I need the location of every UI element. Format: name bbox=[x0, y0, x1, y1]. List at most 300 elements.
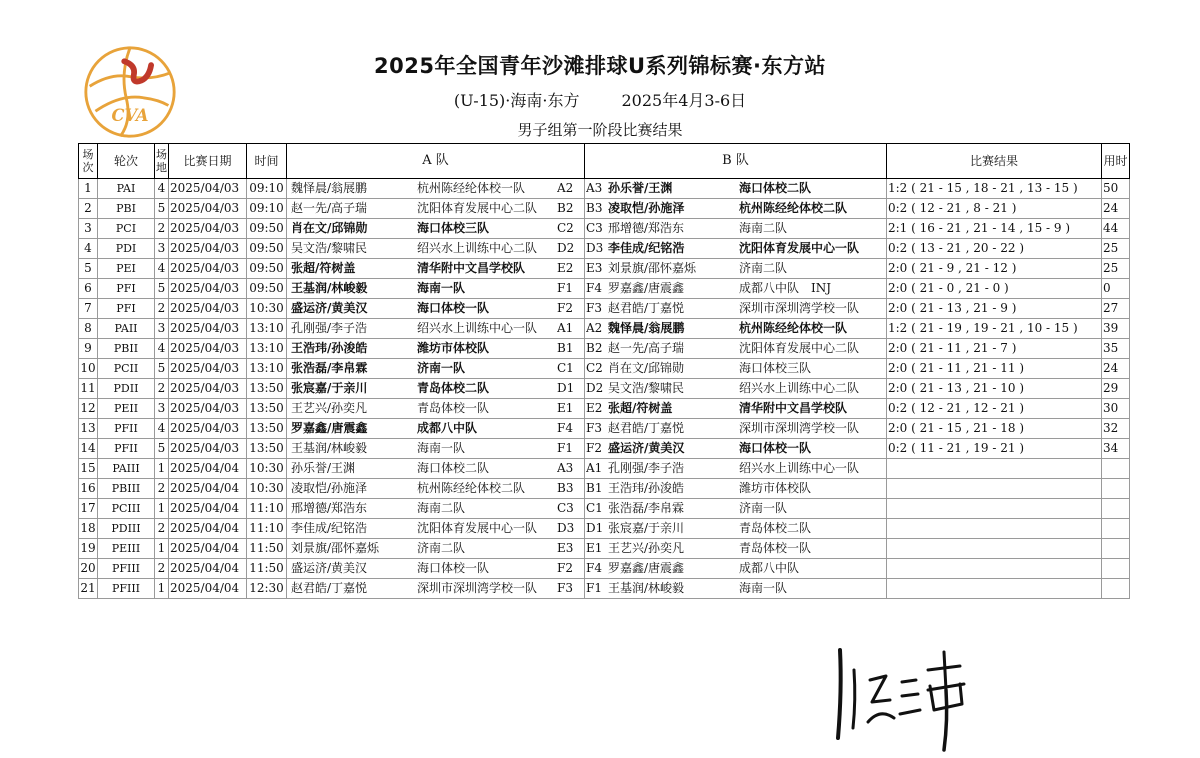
team-b-cell bbox=[585, 239, 887, 259]
team-b-name: 深圳市深圳湾学校一队 bbox=[739, 421, 860, 435]
match-score: 0:2 ( 11 - 21 , 19 - 21 ) bbox=[887, 439, 1102, 459]
match-date: 2025/04/04 bbox=[169, 479, 247, 499]
table-row bbox=[79, 199, 1130, 219]
match-duration: 44 bbox=[1102, 219, 1130, 239]
table-row bbox=[79, 279, 1130, 299]
match-time: 13:10 bbox=[247, 319, 287, 339]
team-a-players: 邢增德/郑浩东 bbox=[291, 501, 368, 515]
match-date: 2025/04/03 bbox=[169, 279, 247, 299]
team-a-name: 海口体校一队 bbox=[417, 561, 490, 575]
round-code: PFIII bbox=[98, 579, 155, 599]
team-b-seed: F4 bbox=[586, 281, 602, 295]
team-b-name: 海口体校一队 bbox=[739, 441, 812, 455]
match-score: 2:0 ( 21 - 15 , 21 - 18 ) bbox=[887, 419, 1102, 439]
team-b-cell bbox=[585, 419, 887, 439]
team-a-cell bbox=[287, 539, 585, 559]
match-number: 15 bbox=[79, 459, 98, 479]
match-date: 2025/04/03 bbox=[169, 419, 247, 439]
table-row bbox=[79, 579, 1130, 599]
table-row bbox=[79, 419, 1130, 439]
match-number: 10 bbox=[79, 359, 98, 379]
team-a-seed: E2 bbox=[557, 261, 574, 275]
match-score: 2:0 ( 21 - 0 , 21 - 0 ) bbox=[887, 279, 1102, 299]
col-header-round: 轮次 bbox=[98, 144, 155, 179]
match-number: 16 bbox=[79, 479, 98, 499]
match-date: 2025/04/03 bbox=[169, 299, 247, 319]
court-number: 5 bbox=[155, 279, 169, 299]
match-time: 09:50 bbox=[247, 259, 287, 279]
match-number: 3 bbox=[79, 219, 98, 239]
table-row bbox=[79, 319, 1130, 339]
match-time: 13:50 bbox=[247, 419, 287, 439]
team-a-seed: E3 bbox=[557, 541, 574, 555]
match-time: 11:10 bbox=[247, 499, 287, 519]
court-number: 2 bbox=[155, 519, 169, 539]
team-b-cell bbox=[585, 479, 887, 499]
versus-dash bbox=[581, 539, 583, 558]
match-duration bbox=[1102, 579, 1130, 599]
versus-dash bbox=[581, 319, 583, 338]
versus-dash bbox=[581, 419, 583, 438]
match-number: 9 bbox=[79, 339, 98, 359]
round-code: PCI bbox=[98, 219, 155, 239]
team-a-cell bbox=[287, 259, 585, 279]
team-a-name: 青岛体校一队 bbox=[417, 401, 490, 415]
team-b-seed: C2 bbox=[586, 361, 603, 375]
round-code: PDI bbox=[98, 239, 155, 259]
table-row bbox=[79, 539, 1130, 559]
col-header-team-b: B 队 bbox=[585, 144, 887, 179]
team-b-seed: F3 bbox=[586, 421, 602, 435]
table-row bbox=[79, 499, 1130, 519]
match-date: 2025/04/04 bbox=[169, 579, 247, 599]
round-code: PBII bbox=[98, 339, 155, 359]
match-date: 2025/04/04 bbox=[169, 539, 247, 559]
team-b-cell bbox=[585, 439, 887, 459]
match-score: 2:1 ( 16 - 21 , 21 - 14 , 15 - 9 ) bbox=[887, 219, 1102, 239]
team-a-cell bbox=[287, 339, 585, 359]
section-heading: 男子组第一阶段比赛结果 bbox=[517, 121, 683, 139]
team-a-cell bbox=[287, 279, 585, 299]
court-number: 2 bbox=[155, 219, 169, 239]
team-a-seed: C2 bbox=[557, 221, 574, 235]
team-b-name: 杭州陈经纶体校一队 bbox=[739, 321, 848, 335]
col-header-no: 场次 bbox=[79, 144, 98, 179]
match-time: 13:10 bbox=[247, 339, 287, 359]
match-number: 17 bbox=[79, 499, 98, 519]
table-row bbox=[79, 459, 1130, 479]
team-a-seed: B1 bbox=[557, 341, 574, 355]
match-date: 2025/04/03 bbox=[169, 239, 247, 259]
table-row bbox=[79, 259, 1130, 279]
round-code: PCII bbox=[98, 359, 155, 379]
team-b-players: 王艺兴/孙奕凡 bbox=[608, 541, 685, 555]
round-code: PAIII bbox=[98, 459, 155, 479]
match-time: 11:50 bbox=[247, 539, 287, 559]
court-number: 3 bbox=[155, 239, 169, 259]
court-number: 2 bbox=[155, 299, 169, 319]
results-table bbox=[78, 143, 1130, 599]
match-duration: 30 bbox=[1102, 399, 1130, 419]
round-code: PFIII bbox=[98, 559, 155, 579]
match-score: 0:2 ( 13 - 21 , 20 - 22 ) bbox=[887, 239, 1102, 259]
team-a-name: 海口体校一队 bbox=[417, 301, 490, 315]
team-a-seed: C3 bbox=[557, 501, 574, 515]
versus-dash bbox=[581, 239, 583, 258]
team-a-seed: C1 bbox=[557, 361, 574, 375]
team-b-cell bbox=[585, 359, 887, 379]
team-a-seed: F1 bbox=[557, 281, 573, 295]
court-number: 4 bbox=[155, 339, 169, 359]
match-score bbox=[887, 539, 1102, 559]
team-a-seed: F4 bbox=[557, 421, 573, 435]
team-b-cell bbox=[585, 279, 887, 299]
round-code: PEII bbox=[98, 399, 155, 419]
versus-dash bbox=[581, 499, 583, 518]
match-date: 2025/04/03 bbox=[169, 179, 247, 199]
match-time: 10:30 bbox=[247, 479, 287, 499]
team-b-players: 邢增德/郑浩东 bbox=[608, 221, 685, 235]
match-duration: 50 bbox=[1102, 179, 1130, 199]
team-b-players: 孔刚强/李子浩 bbox=[608, 461, 685, 475]
team-a-cell bbox=[287, 379, 585, 399]
team-a-name: 清华附中文昌学校队 bbox=[417, 261, 526, 275]
versus-dash bbox=[581, 199, 583, 218]
team-b-name: 沈阳体育发展中心一队 bbox=[739, 241, 860, 255]
handwritten-signature bbox=[810, 630, 990, 755]
match-time: 12:30 bbox=[247, 579, 287, 599]
team-b-players: 赵君皓/丁嘉悦 bbox=[608, 301, 685, 315]
match-date: 2025/04/04 bbox=[169, 459, 247, 479]
court-number: 1 bbox=[155, 499, 169, 519]
match-time: 13:10 bbox=[247, 359, 287, 379]
table-row bbox=[79, 559, 1130, 579]
team-a-cell bbox=[287, 479, 585, 499]
team-b-players: 李佳成/纪铭浩 bbox=[608, 241, 685, 255]
team-b-name: 济南二队 bbox=[739, 261, 788, 275]
court-number: 5 bbox=[155, 439, 169, 459]
match-score: 1:2 ( 21 - 19 , 19 - 21 , 10 - 15 ) bbox=[887, 319, 1102, 339]
col-header-team-a: A 队 bbox=[287, 144, 585, 179]
team-a-players: 赵君皓/丁嘉悦 bbox=[291, 581, 368, 595]
court-number: 1 bbox=[155, 579, 169, 599]
team-a-seed: F2 bbox=[557, 301, 573, 315]
match-number: 20 bbox=[79, 559, 98, 579]
team-b-seed: B3 bbox=[586, 201, 603, 215]
team-b-cell bbox=[585, 379, 887, 399]
match-score: 2:0 ( 21 - 9 , 21 - 12 ) bbox=[887, 259, 1102, 279]
team-b-name: 海南一队 bbox=[739, 581, 788, 595]
match-date: 2025/04/03 bbox=[169, 359, 247, 379]
match-score bbox=[887, 479, 1102, 499]
match-score: 2:0 ( 21 - 13 , 21 - 9 ) bbox=[887, 299, 1102, 319]
match-date: 2025/04/03 bbox=[169, 339, 247, 359]
team-b-cell bbox=[585, 259, 887, 279]
team-b-players: 王基润/林峻毅 bbox=[608, 581, 685, 595]
team-a-players: 李佳成/纪铭浩 bbox=[291, 521, 368, 535]
court-number: 5 bbox=[155, 359, 169, 379]
team-b-name: 成都八中队 bbox=[739, 561, 800, 575]
versus-dash bbox=[581, 259, 583, 278]
table-row bbox=[79, 299, 1130, 319]
match-duration: 34 bbox=[1102, 439, 1130, 459]
team-b-seed: E1 bbox=[586, 541, 603, 555]
team-b-players: 赵一先/高子瑞 bbox=[608, 341, 685, 355]
col-header-date: 比赛日期 bbox=[169, 144, 247, 179]
team-a-seed: F3 bbox=[557, 581, 573, 595]
match-number: 12 bbox=[79, 399, 98, 419]
team-a-name: 绍兴水上训练中心一队 bbox=[417, 321, 538, 335]
round-code: PDIII bbox=[98, 519, 155, 539]
match-date: 2025/04/03 bbox=[169, 259, 247, 279]
team-a-name: 杭州陈经纶体校一队 bbox=[417, 181, 526, 195]
team-a-players: 张宸嘉/于亲川 bbox=[291, 381, 368, 395]
team-b-players: 凌取恺/孙施泽 bbox=[608, 201, 685, 215]
team-a-players: 罗嘉鑫/唐震鑫 bbox=[291, 421, 368, 435]
team-b-name: 深圳市深圳湾学校一队 bbox=[739, 301, 860, 315]
team-b-players: 魏怿晨/翁展鹏 bbox=[608, 321, 685, 335]
team-a-name: 杭州陈经纶体校二队 bbox=[417, 481, 526, 495]
logo-text: CVA bbox=[111, 105, 149, 125]
match-score: 0:2 ( 12 - 21 , 12 - 21 ) bbox=[887, 399, 1102, 419]
col-header-court: 场地 bbox=[155, 144, 169, 179]
team-b-name: 杭州陈经纶体校二队 bbox=[739, 201, 848, 215]
team-a-seed: A3 bbox=[557, 461, 574, 475]
round-code: PFII bbox=[98, 419, 155, 439]
match-score: 1:2 ( 21 - 15 , 18 - 21 , 13 - 15 ) bbox=[887, 179, 1102, 199]
versus-dash bbox=[581, 299, 583, 318]
versus-dash bbox=[581, 219, 583, 238]
team-b-cell bbox=[585, 499, 887, 519]
subtitle-dates: 2025年4月3-6日 bbox=[621, 91, 747, 110]
match-time: 10:30 bbox=[247, 459, 287, 479]
court-number: 5 bbox=[155, 199, 169, 219]
team-a-name: 成都八中队 bbox=[417, 421, 478, 435]
match-time: 13:50 bbox=[247, 439, 287, 459]
team-b-name: 海南二队 bbox=[739, 221, 788, 235]
table-row bbox=[79, 399, 1130, 419]
team-b-players: 罗嘉鑫/唐震鑫 bbox=[608, 281, 685, 295]
team-a-seed: D3 bbox=[557, 521, 575, 535]
versus-dash bbox=[581, 339, 583, 358]
team-a-players: 刘景旗/邵怀嘉烁 bbox=[291, 541, 380, 555]
versus-dash bbox=[581, 579, 583, 598]
team-a-cell bbox=[287, 299, 585, 319]
team-a-name: 青岛体校二队 bbox=[417, 381, 490, 395]
match-time: 09:10 bbox=[247, 179, 287, 199]
table-row bbox=[79, 519, 1130, 539]
match-time: 10:30 bbox=[247, 299, 287, 319]
team-a-players: 赵一先/高子瑞 bbox=[291, 201, 368, 215]
round-code: PBI bbox=[98, 199, 155, 219]
team-b-seed: E2 bbox=[586, 401, 603, 415]
team-b-seed: A3 bbox=[586, 181, 603, 195]
match-duration: 0 bbox=[1102, 279, 1130, 299]
match-date: 2025/04/03 bbox=[169, 379, 247, 399]
team-b-players: 张超/符树盖 bbox=[608, 401, 673, 415]
page-title: 2025年全国青年沙滩排球U系列锦标赛·东方站 bbox=[374, 54, 826, 78]
team-a-name: 海口体校二队 bbox=[417, 461, 490, 475]
team-a-players: 孙乐誉/王渊 bbox=[291, 461, 356, 475]
match-score bbox=[887, 499, 1102, 519]
match-duration: 32 bbox=[1102, 419, 1130, 439]
team-b-seed: B2 bbox=[586, 341, 603, 355]
team-b-seed: C1 bbox=[586, 501, 603, 515]
team-b-cell bbox=[585, 299, 887, 319]
match-number: 5 bbox=[79, 259, 98, 279]
team-b-seed: A2 bbox=[586, 321, 603, 335]
match-duration: 27 bbox=[1102, 299, 1130, 319]
col-header-duration: 用时 bbox=[1102, 144, 1130, 179]
round-code: PAI bbox=[98, 179, 155, 199]
match-score: 2:0 ( 21 - 13 , 21 - 10 ) bbox=[887, 379, 1102, 399]
match-duration: 39 bbox=[1102, 319, 1130, 339]
match-score: 2:0 ( 21 - 11 , 21 - 11 ) bbox=[887, 359, 1102, 379]
table-row bbox=[79, 239, 1130, 259]
team-b-seed: B1 bbox=[586, 481, 603, 495]
versus-dash bbox=[581, 179, 583, 198]
match-date: 2025/04/04 bbox=[169, 519, 247, 539]
team-b-seed: A1 bbox=[586, 461, 603, 475]
round-code: PFI bbox=[98, 279, 155, 299]
table-row bbox=[79, 179, 1130, 199]
match-duration: 25 bbox=[1102, 259, 1130, 279]
match-number: 13 bbox=[79, 419, 98, 439]
court-number: 4 bbox=[155, 419, 169, 439]
col-header-time: 时间 bbox=[247, 144, 287, 179]
team-b-cell bbox=[585, 199, 887, 219]
team-a-cell bbox=[287, 519, 585, 539]
match-time: 13:50 bbox=[247, 379, 287, 399]
versus-dash bbox=[581, 439, 583, 458]
table-row bbox=[79, 339, 1130, 359]
team-a-cell bbox=[287, 359, 585, 379]
team-a-players: 魏怿晨/翁展鹏 bbox=[291, 181, 368, 195]
team-b-seed: D2 bbox=[586, 381, 604, 395]
match-date: 2025/04/04 bbox=[169, 559, 247, 579]
versus-dash bbox=[581, 459, 583, 478]
match-score: 0:2 ( 12 - 21 , 8 - 21 ) bbox=[887, 199, 1102, 219]
team-a-name: 海南一队 bbox=[417, 441, 466, 455]
team-b-players: 张浩磊/李帛霖 bbox=[608, 501, 685, 515]
team-a-name: 沈阳体育发展中心一队 bbox=[417, 521, 538, 535]
team-a-cell bbox=[287, 239, 585, 259]
match-time: 11:50 bbox=[247, 559, 287, 579]
table-row bbox=[79, 439, 1130, 459]
match-score bbox=[887, 519, 1102, 539]
round-code: PAII bbox=[98, 319, 155, 339]
team-a-seed: D2 bbox=[557, 241, 575, 255]
match-number: 19 bbox=[79, 539, 98, 559]
match-score bbox=[887, 559, 1102, 579]
court-number: 2 bbox=[155, 479, 169, 499]
team-a-players: 张浩磊/李帛霖 bbox=[291, 361, 368, 375]
match-time: 13:50 bbox=[247, 399, 287, 419]
team-a-name: 济南一队 bbox=[417, 361, 466, 375]
match-duration bbox=[1102, 519, 1130, 539]
match-date: 2025/04/03 bbox=[169, 199, 247, 219]
team-b-name: 绍兴水上训练中心二队 bbox=[739, 381, 860, 395]
team-a-cell bbox=[287, 219, 585, 239]
match-score bbox=[887, 579, 1102, 599]
round-code: PEI bbox=[98, 259, 155, 279]
team-b-seed: F1 bbox=[586, 581, 602, 595]
team-b-name: 绍兴水上训练中心一队 bbox=[739, 461, 860, 475]
match-number: 11 bbox=[79, 379, 98, 399]
team-a-players: 王浩玮/孙浚皓 bbox=[291, 341, 368, 355]
match-number: 7 bbox=[79, 299, 98, 319]
team-b-cell bbox=[585, 339, 887, 359]
court-number: 1 bbox=[155, 539, 169, 559]
team-a-seed: E1 bbox=[557, 401, 574, 415]
match-number: 1 bbox=[79, 179, 98, 199]
team-a-seed: F2 bbox=[557, 561, 573, 575]
col-header-result: 比赛结果 bbox=[887, 144, 1102, 179]
round-code: PBIII bbox=[98, 479, 155, 499]
team-b-players: 吴文浩/黎啸民 bbox=[608, 381, 685, 395]
round-code: PEIII bbox=[98, 539, 155, 559]
court-number: 3 bbox=[155, 319, 169, 339]
team-b-cell bbox=[585, 179, 887, 199]
team-a-players: 王基润/林峻毅 bbox=[291, 441, 368, 455]
team-a-cell bbox=[287, 559, 585, 579]
team-b-seed: D1 bbox=[586, 521, 604, 535]
versus-dash bbox=[581, 559, 583, 578]
team-b-name: 海口体校二队 bbox=[739, 181, 812, 195]
team-a-seed: A1 bbox=[557, 321, 574, 335]
match-duration: 29 bbox=[1102, 379, 1130, 399]
table-row bbox=[79, 379, 1130, 399]
match-time: 09:50 bbox=[247, 279, 287, 299]
team-b-name: 青岛体校一队 bbox=[739, 541, 812, 555]
team-b-name: 沈阳体育发展中心二队 bbox=[739, 341, 860, 355]
team-b-players: 张宸嘉/于亲川 bbox=[608, 521, 685, 535]
subtitle-location: (U-15)·海南·东方 bbox=[453, 91, 580, 110]
team-a-name: 绍兴水上训练中心二队 bbox=[417, 241, 538, 255]
team-b-players: 孙乐誉/王渊 bbox=[608, 181, 673, 195]
team-a-cell bbox=[287, 499, 585, 519]
team-a-name: 海南二队 bbox=[417, 501, 466, 515]
team-a-seed: D1 bbox=[557, 381, 575, 395]
match-duration bbox=[1102, 479, 1130, 499]
team-b-cell bbox=[585, 219, 887, 239]
team-a-cell bbox=[287, 199, 585, 219]
round-code: PDII bbox=[98, 379, 155, 399]
team-b-name: 济南一队 bbox=[739, 501, 788, 515]
match-number: 21 bbox=[79, 579, 98, 599]
match-duration: 35 bbox=[1102, 339, 1130, 359]
team-a-name: 潍坊市体校队 bbox=[417, 341, 490, 355]
team-a-name: 深圳市深圳湾学校一队 bbox=[417, 581, 538, 595]
table-row bbox=[79, 219, 1130, 239]
court-number: 4 bbox=[155, 179, 169, 199]
team-a-cell bbox=[287, 179, 585, 199]
team-b-cell bbox=[585, 459, 887, 479]
team-b-cell bbox=[585, 319, 887, 339]
team-b-players: 罗嘉鑫/唐震鑫 bbox=[608, 561, 685, 575]
match-number: 6 bbox=[79, 279, 98, 299]
match-date: 2025/04/03 bbox=[169, 439, 247, 459]
court-number: 4 bbox=[155, 259, 169, 279]
match-duration bbox=[1102, 539, 1130, 559]
versus-dash bbox=[581, 359, 583, 378]
team-a-cell bbox=[287, 439, 585, 459]
table-row bbox=[79, 479, 1130, 499]
match-date: 2025/04/04 bbox=[169, 499, 247, 519]
match-number: 4 bbox=[79, 239, 98, 259]
versus-dash bbox=[581, 279, 583, 298]
subtitle bbox=[0, 88, 1200, 111]
